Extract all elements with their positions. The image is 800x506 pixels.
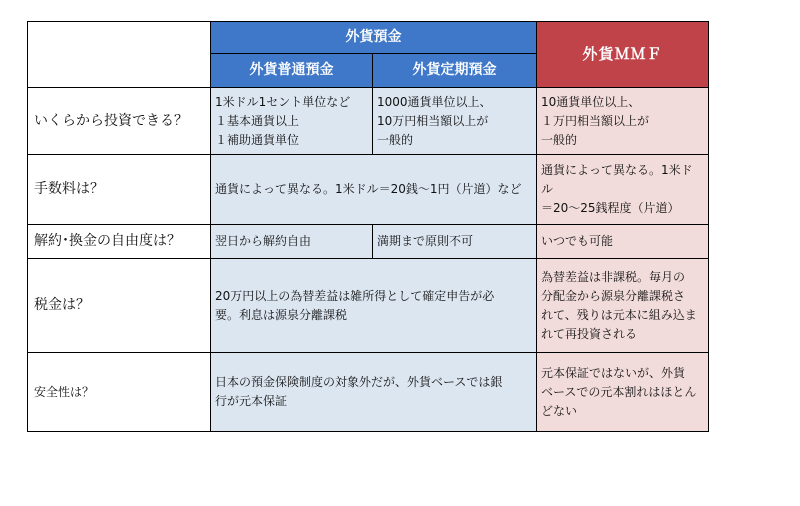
header-foreign-deposit: 外貨預金 — [211, 22, 537, 54]
header-time-deposit: 外貨定期預金 — [373, 54, 537, 88]
row-question: 解約･換金の自由度は？ — [28, 225, 211, 259]
row-question: 安全性は？ — [28, 353, 211, 432]
cell-ordinary: 1米ドル1セント単位など １基本通貨以上 １補助通貨単位 — [211, 88, 373, 155]
cell-time: 1000通貨単位以上、 10万円相当額以上が 一般的 — [373, 88, 537, 155]
table-row — [28, 259, 709, 353]
cell-mmf: 為替差益は非課税。毎月の 分配金から源泉分離課税さ れて、残りは元本に組み込まれて再投資される — [537, 259, 709, 353]
cell-time: 満期まで原則不可 — [373, 225, 537, 259]
cell-ordinary: 翌日から解約自由 — [211, 225, 373, 259]
header-ordinary-deposit: 外貨普通預金 — [211, 54, 373, 88]
row-question: 手数料は？ — [28, 155, 211, 225]
cell-deposit: 通貨によって異なる。1米ドル＝20銭～1円（片道）など — [211, 155, 537, 225]
corner-cell — [28, 22, 211, 88]
table-row — [28, 353, 709, 432]
cell-mmf: 元本保証ではないが、外貨 ベースでの元本割れはほとん どない — [537, 353, 709, 432]
row-question: 税金は？ — [28, 259, 211, 353]
header-foreign-mmf: 外貨ＭＭＦ — [537, 22, 709, 88]
comparison-table — [27, 21, 709, 432]
cell-mmf: 10通貨単位以上、 １万円相当額以上が 一般的 — [537, 88, 709, 155]
table-row — [28, 155, 709, 225]
table-row — [28, 88, 709, 155]
cell-deposit: 20万円以上の為替差益は雑所得として確定申告が必 要。利息は源泉分離課税 — [211, 259, 537, 353]
cell-mmf: いつでも可能 — [537, 225, 709, 259]
cell-mmf: 通貨によって異なる。1米ドル ＝20～25銭程度（片道） — [537, 155, 709, 225]
table-row — [28, 225, 709, 259]
cell-deposit: 日本の預金保険制度の対象外だが、外貨ベースでは銀 行が元本保証 — [211, 353, 537, 432]
row-question: いくらから投資できる？ — [28, 88, 211, 155]
